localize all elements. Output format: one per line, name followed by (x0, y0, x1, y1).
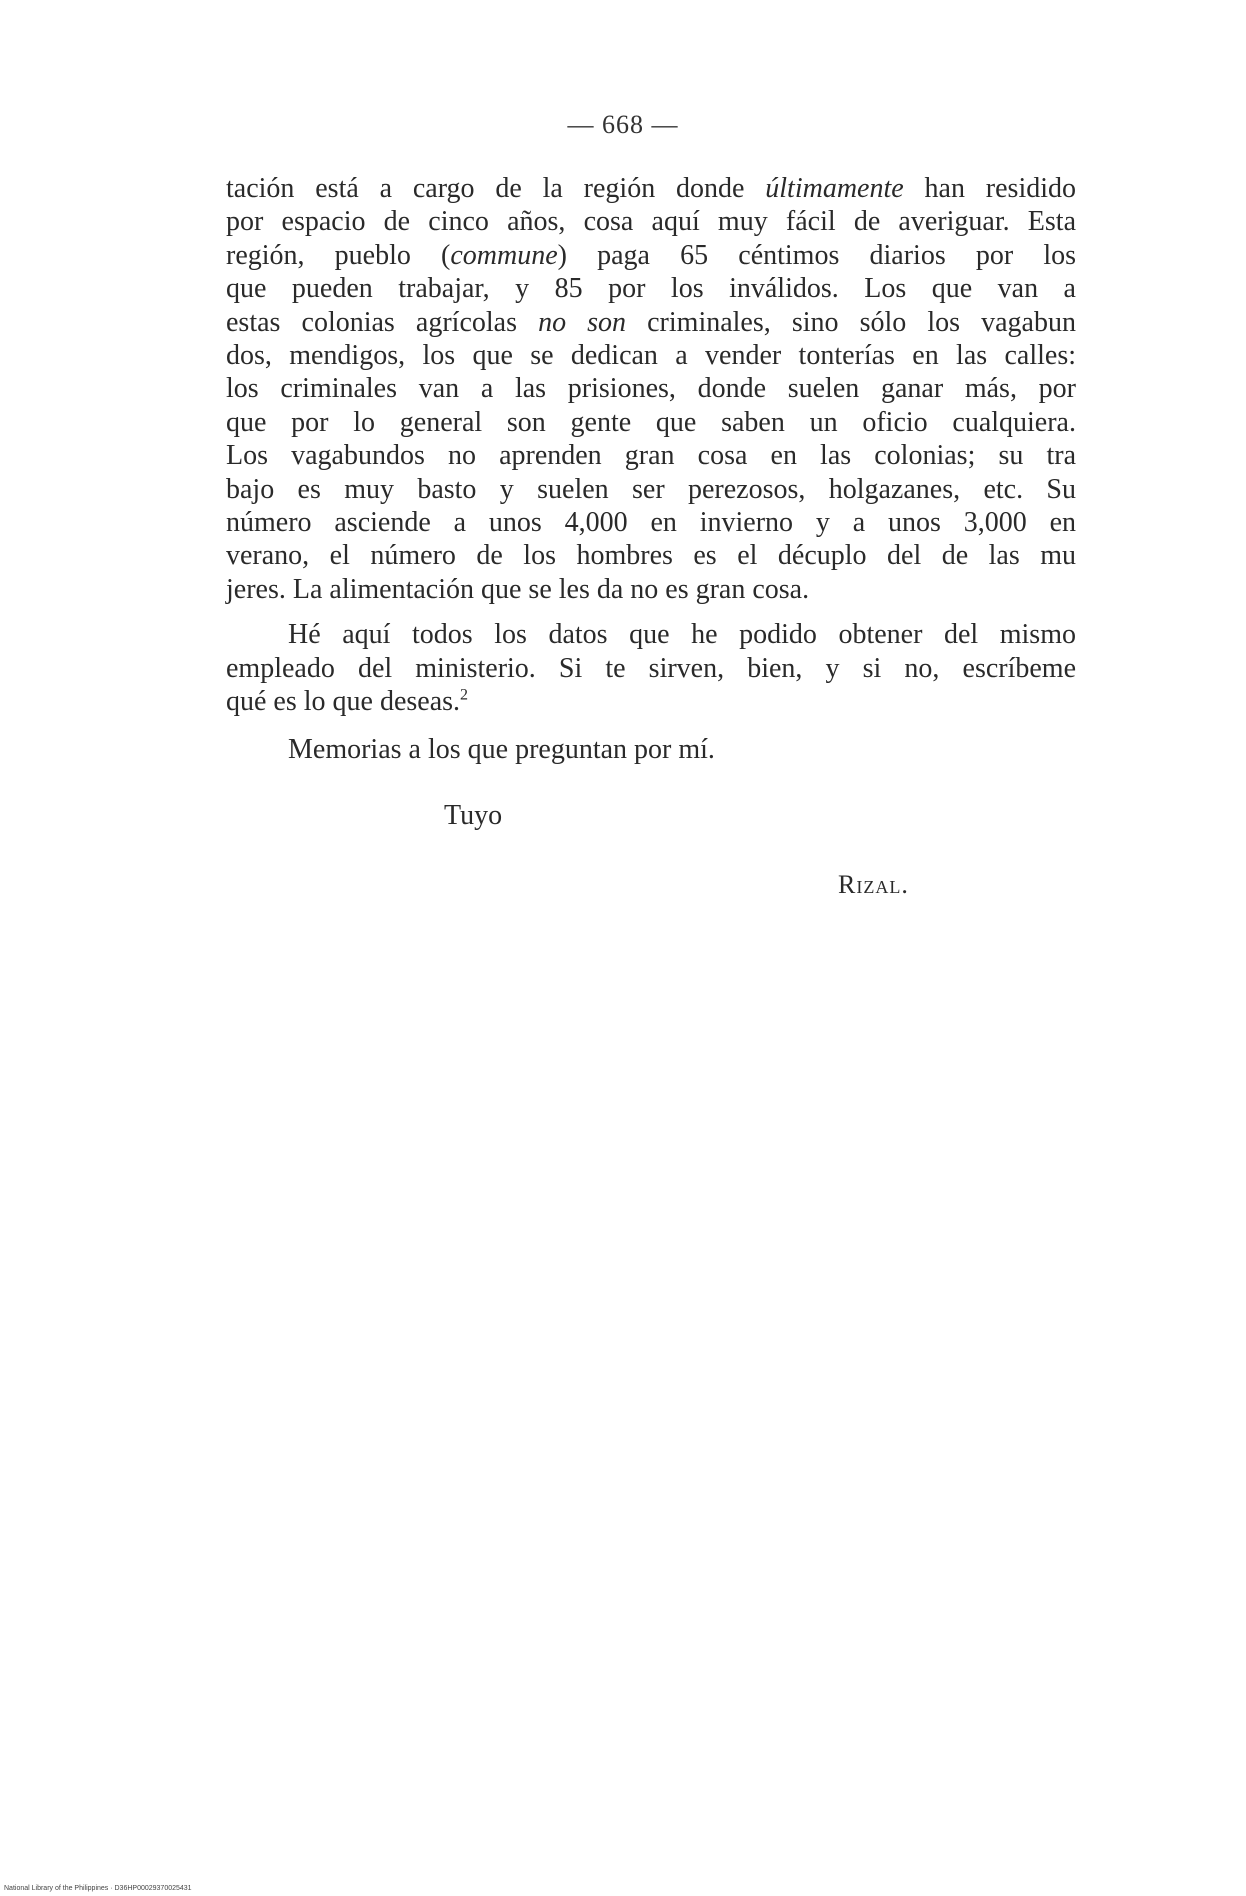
body-line: Hé aquí todos los datos que he podido obtener del mismo (288, 619, 1076, 651)
body-line-text: qué es lo que deseas. (226, 686, 461, 718)
body-line: estas colonias agrícolas no son criminales, sino sólo los vagabun (226, 306, 1076, 338)
body-line: bajo es muy basto y suelen ser perezosos, holgazanes, etc. Su (226, 473, 1076, 505)
body-line: que por lo general son gente que saben un oficio cualquiera. (226, 406, 1076, 438)
body-line: número asciende a unos 4,000 en invierno y a unos 3,000 en (226, 507, 1076, 539)
body-line: tación está a cargo de la región donde últimamente han residido (226, 173, 1076, 204)
body-line: Los vagabundos no aprenden gran cosa en las colonias; su tra (226, 440, 1076, 472)
body-line: por espacio de cinco años, cosa aquí muy fácil de averiguar. Esta (226, 206, 1076, 238)
body-line: los criminales van a las prisiones, donde suelen ganar más, por (226, 373, 1076, 405)
memorias-line: Memorias a los que preguntan por mí. (288, 734, 715, 765)
signature: Rizal. (838, 870, 909, 899)
body-line: jeres. La alimentación que se les da no es gran cosa. (226, 573, 810, 605)
library-footer-note: National Library of the Philippines · D36HP00029370025431 (4, 1885, 192, 1892)
footnote-marker: 2 (460, 686, 469, 704)
letter-body (226, 172, 1076, 719)
body-line: dos, mendigos, los que se dedican a vender tonterías en las calles: (226, 340, 1076, 372)
page-number: — 668 — (567, 110, 679, 139)
paragraph-gap (226, 606, 1076, 618)
body-line: empleado del ministerio. Si te sirven, bien, y si no, escríbeme (226, 652, 1076, 684)
body-line: que pueden trabajar, y 85 por los inválidos. Los que van a (226, 273, 1076, 305)
body-line: verano, el número de los hombres es el décuplo del de las mu (226, 540, 1076, 572)
closing-word: Tuyo (444, 800, 503, 831)
body-line-with-footnote (226, 685, 1076, 718)
body-line: región, pueblo (commune) paga 65 céntimos diarios por los (226, 239, 1076, 271)
